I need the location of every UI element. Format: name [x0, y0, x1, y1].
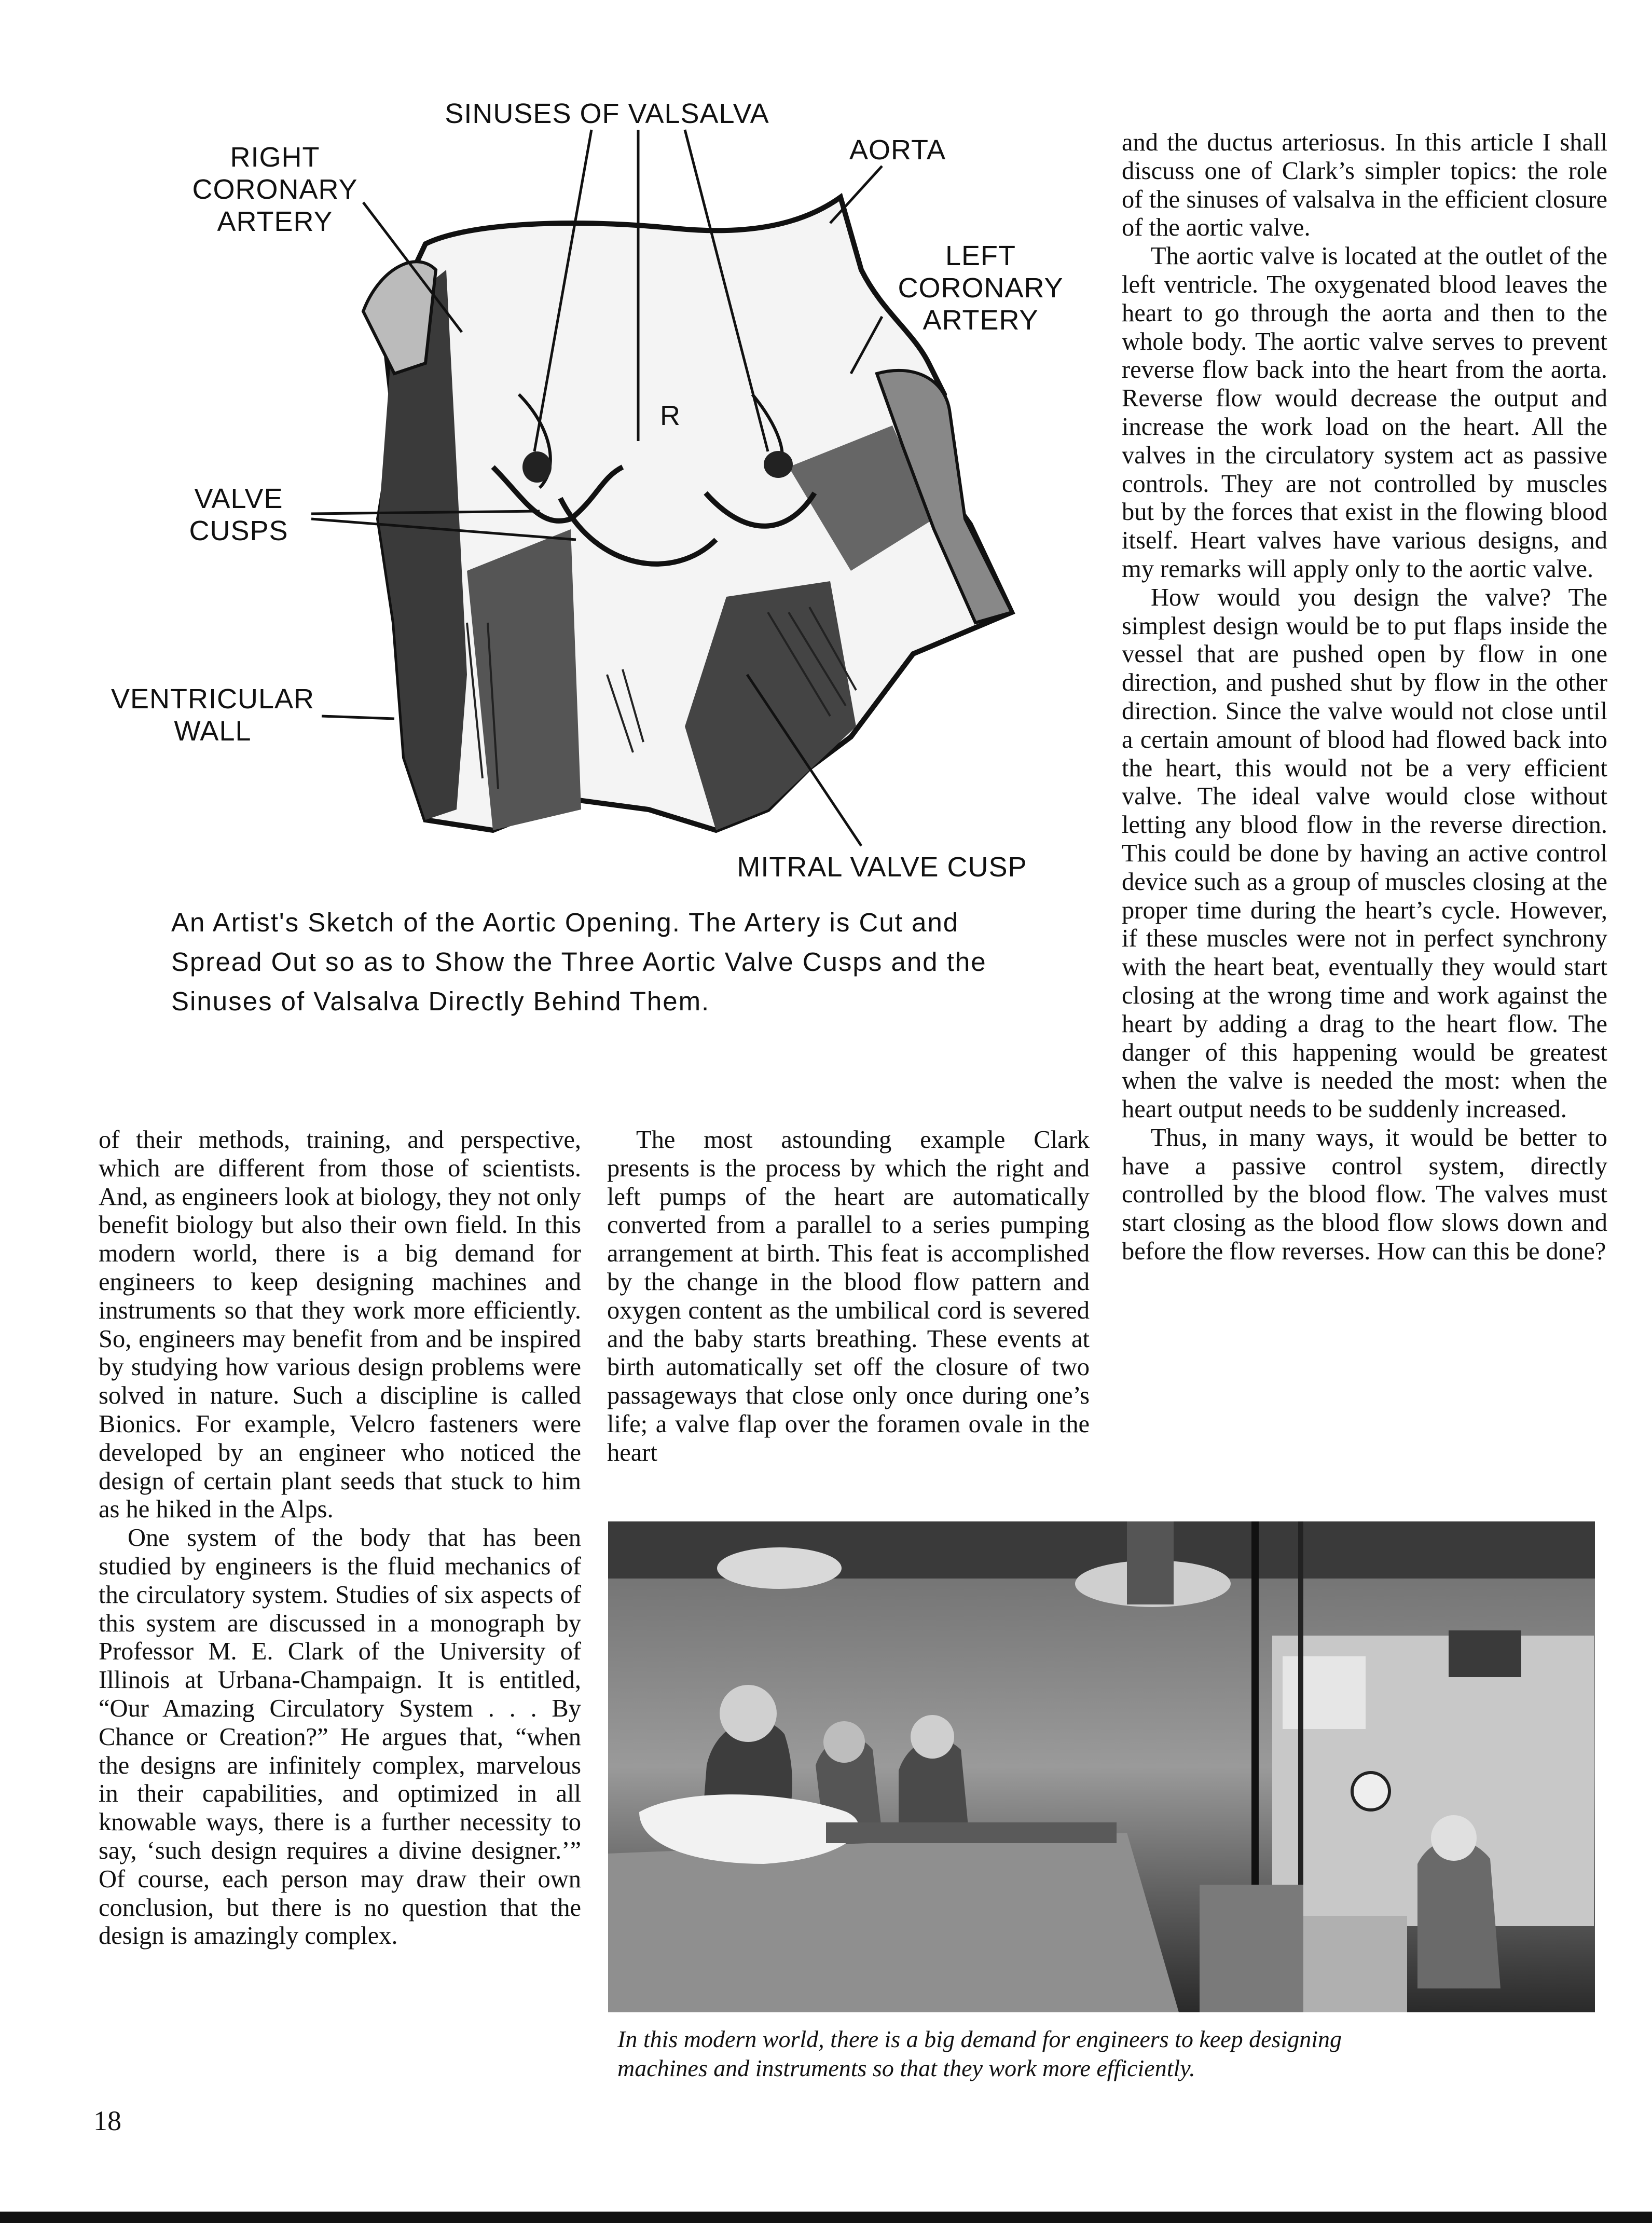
- page-number: 18: [93, 2105, 121, 2136]
- label-right-coronary-artery: RIGHT CORONARY ARTERY: [192, 142, 358, 237]
- paragraph: Thus, in many ways, it would be better to have a passive control system, directly controlled by the blood flow. The valves must start closing as the blood flow slows down and before the flow reverses. How can this be done?: [1122, 1123, 1607, 1266]
- article-column-middle: [607, 1126, 1090, 1467]
- paragraph: The most astounding example Clark presents is the process by which the right and left pumps of the heart are automatically converted from a parallel to a series pumping arrangement at birth. This feat is accomplished by the change in the blood flow pattern and oxygen content as the umbilical cord is severed and the baby starts breathing. These events at birth automatically set off the closure of two passageways that close only once during one’s life; a valve flap over the foramen ovale in the heart: [607, 1126, 1090, 1466]
- operating-room-illustration: [608, 1521, 1595, 2012]
- paragraph: How would you design the valve? The simplest design would be to put flaps inside the vessel that are pushed open by flow in one direction, and pushed shut by flow in the other direction. Since the valve would not close until a certain amount of blood had flowed back into the heart, this would not be a very efficient valve. The ideal valve would close without letting any blood flow in the reverse direction. This could be done by having an active control device such as a group of muscles closing at the proper time during the heart’s cycle. However, if these muscles were not in perfect synchrony with the heart beat, eventually they would start closing at the wrong time and work against the heart by adding a drag to the heart flow. The danger of this happening would be greatest when the valve is needed the most: when the heart output needs to be suddenly increased.: [1122, 583, 1607, 1123]
- label-sinuses-of-valsalva: SINUSES OF VALSALVA: [445, 98, 769, 129]
- paragraph: The aortic valve is located at the outlet of the left ventricle. The oxygenated blood leaves the heart to go through the aorta and then to the whole body. The aortic valve serves to prevent reverse flow back into the heart from the aorta. Reverse flow would decrease the output and increase the work load on the heart. All the valves in the circulatory system act as passive controls. They are not controlled by muscles but by the forces that exist in the flowing blood itself. Heart valves have various designs, and my remarks will apply only to the aortic valve.: [1122, 242, 1607, 583]
- article-column-right: [1122, 129, 1607, 1266]
- label-ventricular-wall: VENTRICULAR WALL: [111, 683, 315, 747]
- photo-caption: In this modern world, there is a big demand for engineers to keep designing machines and instruments so that they work more efficiently.: [617, 2026, 1342, 2081]
- paragraph: and the ductus arteriosus. In this article I shall discuss one of Clark’s simpler topics: the role of the sinuses of valsalva in the efficient closure of the aortic valve.: [1122, 129, 1607, 242]
- paragraph: One system of the body that has been studied by engineers is the fluid mechanics of the circulatory system. Studies of six aspects of this system are discussed in a monograph by Professor M. E. Clark of the University of Illinois at Urbana-Champaign. It is entitled, “Our Amazing Circulatory System . . . By Chance or Creation?” He argues that, “when the designs are infinitely complex, marvelous in their capabilities, and optimized in all knowable ways, there is a further necessity to say, ‘such design requires a divine designer.’” Of course, each person may draw their own conclusion, but there is no question that the design is amazingly complex.: [99, 1524, 581, 1950]
- label-r-marker: R: [660, 400, 681, 431]
- label-valve-cusps: VALVE CUSPS: [189, 483, 288, 546]
- sketch-caption: An Artist's Sketch of the Aortic Opening. The Artery is Cut and Spread Out so as to Show the Three Aortic Valve Cusps and the Sinuses of Valsalva Directly Behind Them.: [171, 908, 987, 1016]
- paragraph: of their methods, training, and perspective, which are different from those of scientists. And, as engineers look at biology, they not only benefit biology but also their own field. In this modern world, there is a big demand for engineers to keep designing machines and instruments so that they work more efficiently. So, engineers may benefit from and be inspired by studying how various design problems were solved in nature. Such a discipline is called Bionics. For example, Velcro fasteners were developed by an engineer who noticed the design of certain plant seeds that stuck to him as he hiked in the Alps.: [99, 1126, 581, 1524]
- label-left-coronary-artery: LEFT CORONARY ARTERY: [898, 240, 1064, 336]
- label-mitral-valve-cusp: MITRAL VALVE CUSP: [737, 852, 1027, 883]
- article-column-left: [99, 1126, 581, 1951]
- operating-room-photo: [608, 1521, 1595, 2012]
- bottom-rule: [0, 2212, 1652, 2223]
- label-aorta: AORTA: [849, 134, 946, 166]
